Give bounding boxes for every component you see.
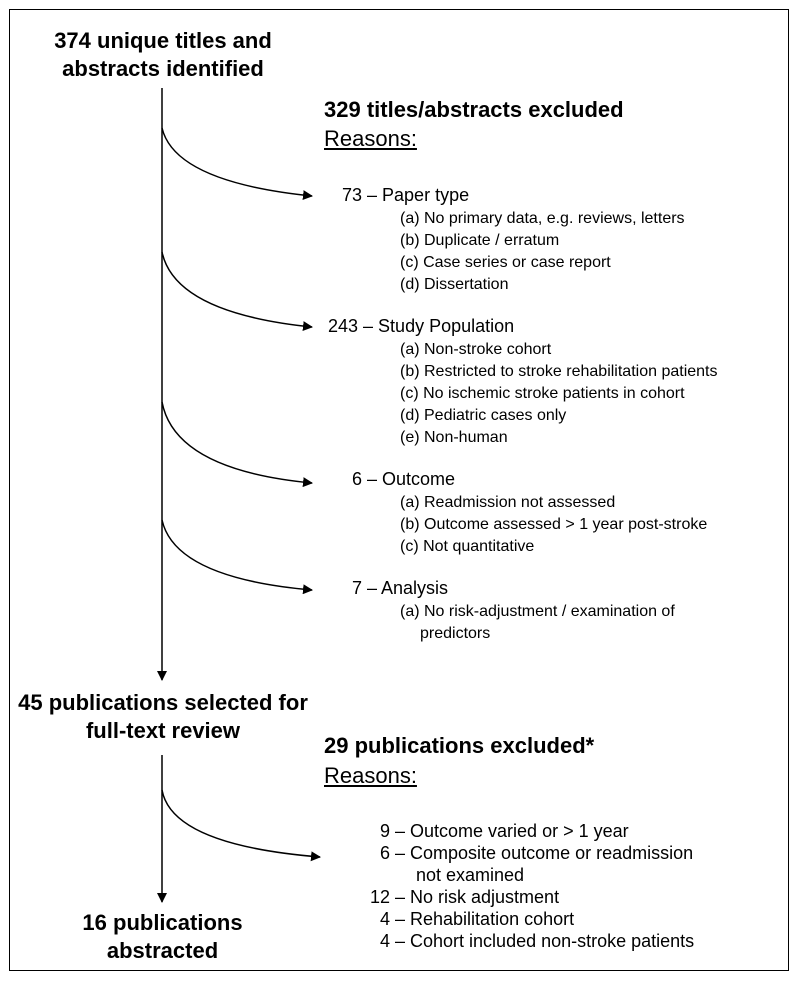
exclusion1-reasons-label: Reasons: xyxy=(324,126,417,151)
list-item: (c) No ischemic stroke patients in cohort xyxy=(400,385,685,402)
list-item: (a) Readmission not assessed xyxy=(400,494,616,511)
list-item: (c) Case series or case report xyxy=(400,254,611,271)
list-item: 4 – Rehabilitation cohort xyxy=(379,909,575,929)
list-item: (e) Non-human xyxy=(400,429,508,446)
box-identified: 374 unique titles and abstracts identified xyxy=(54,28,272,81)
exclusion2-header: 29 publications excluded* xyxy=(324,733,595,758)
list-item: (b) Restricted to stroke rehabilitation patients xyxy=(400,363,718,380)
list-item: (d) Pediatric cases only xyxy=(400,407,567,424)
list-item: (a) Non-stroke cohort xyxy=(400,341,552,358)
box-full-text-review: 45 publications selected for full-text review xyxy=(18,690,308,743)
box-abstracted: 16 publications abstracted xyxy=(82,910,243,963)
list-item: (a) No primary data, e.g. reviews, letters xyxy=(400,210,685,227)
exclusion1-header: 329 titles/abstracts excluded xyxy=(324,97,624,122)
branch-arrow-outcome xyxy=(162,402,312,483)
list-item: 4 – Cohort included non-stroke patients xyxy=(379,931,695,951)
list-item: 9 – Outcome varied or > 1 year xyxy=(379,821,629,841)
list-item: (d) Dissertation xyxy=(400,276,509,293)
list-item: (a) No risk-adjustment / examination of xyxy=(400,603,675,620)
list-item: (b) Duplicate / erratum xyxy=(400,232,560,249)
category-outcome-items xyxy=(400,492,707,558)
category-study-population: 243 – Study Population xyxy=(328,316,515,336)
branch-arrow-paper-type xyxy=(162,128,312,196)
branch-arrow-study-population xyxy=(162,252,312,327)
category-analysis-items xyxy=(400,601,675,645)
branch-arrow-analysis xyxy=(162,520,312,590)
list-item: (c) Not quantitative xyxy=(400,538,535,555)
category-paper-type: 73 – Paper type xyxy=(342,185,470,205)
list-item: not examined xyxy=(416,865,525,885)
exclusion2-reasons-list xyxy=(330,820,694,952)
branch-arrow-exclusion2 xyxy=(162,790,320,857)
list-item: 12 – No risk adjustment xyxy=(369,887,560,907)
category-outcome: 6 – Outcome xyxy=(352,469,456,489)
list-item: predictors xyxy=(420,625,491,642)
list-item: (b) Outcome assessed > 1 year post-stroke xyxy=(400,516,708,533)
category-paper-type-items xyxy=(400,208,685,296)
list-item: 6 – Composite outcome or readmission xyxy=(379,843,694,863)
exclusion2-reasons-label: Reasons: xyxy=(324,763,417,788)
category-study-population-items xyxy=(400,339,717,449)
category-analysis: 7 – Analysis xyxy=(352,578,449,598)
